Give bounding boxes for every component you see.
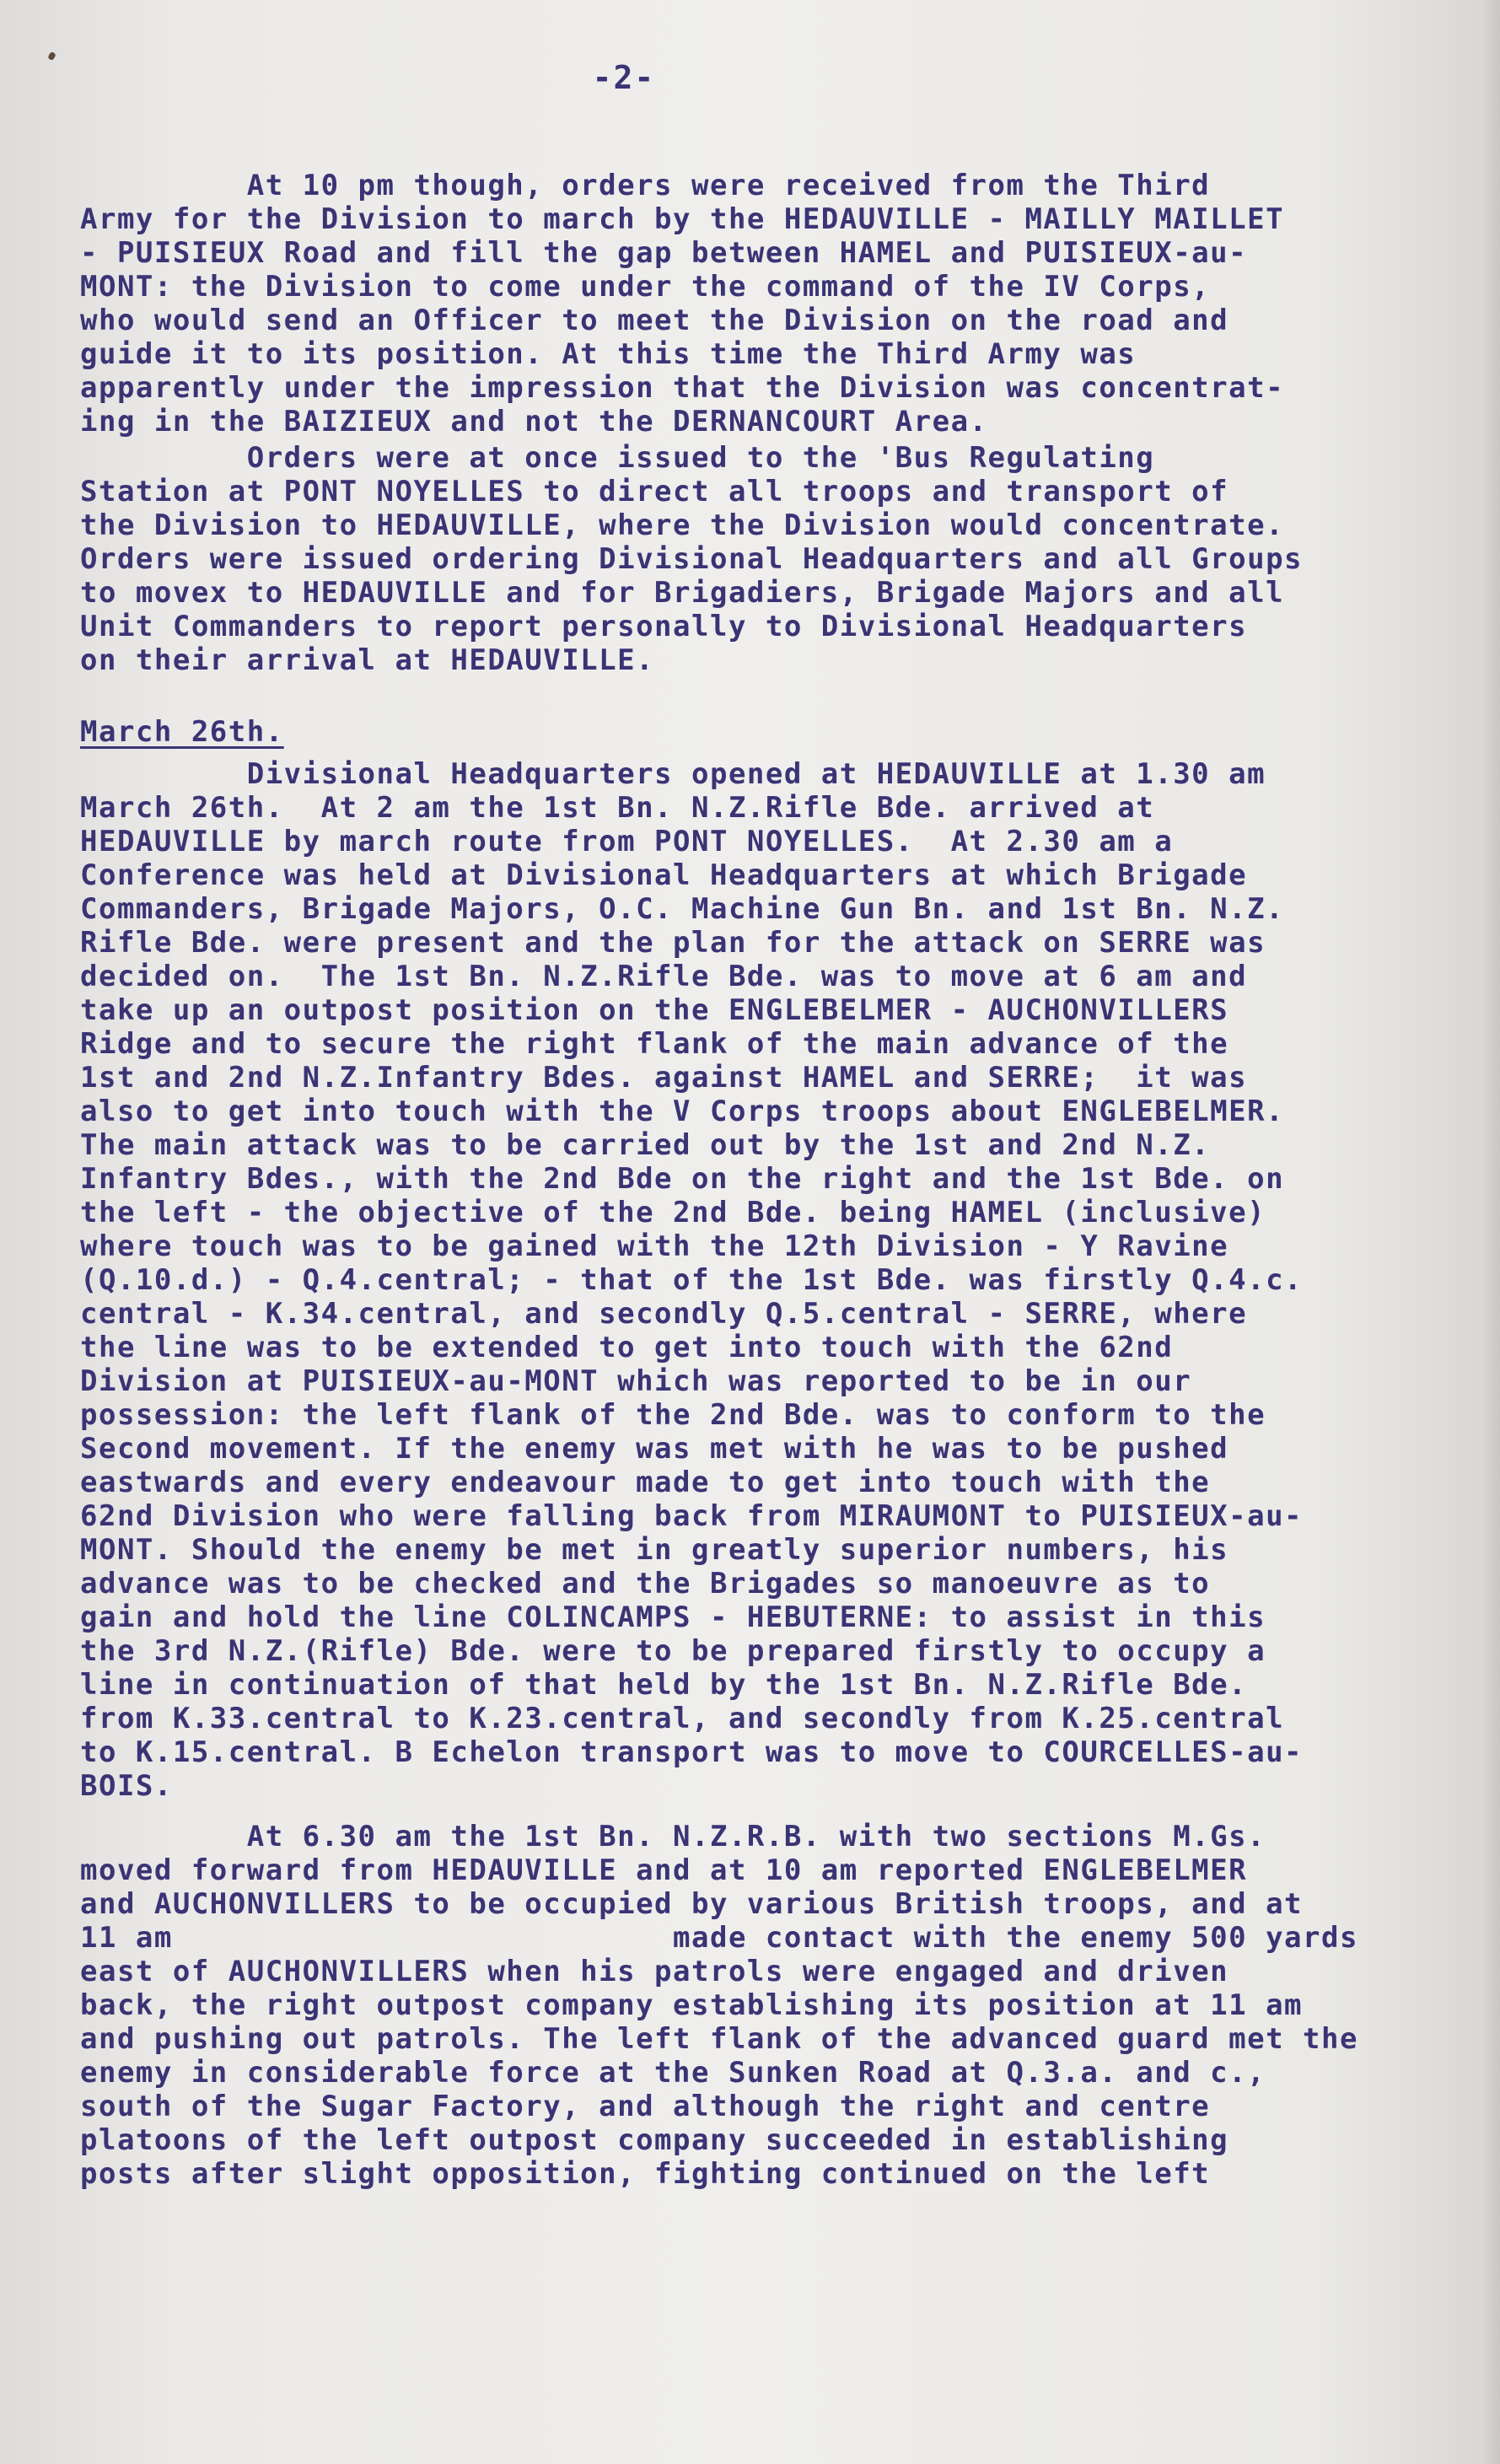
text-line: enemy in considerable force at the Sunken Road at Q.3.a. and c., <box>80 2056 1266 2090</box>
text-line: the Division to HEDAUVILLE, where the Division would concentrate. <box>80 508 1285 542</box>
text-line: to K.15.central. B Echelon transport was to move to COURCELLES-au- <box>80 1735 1304 1769</box>
text-line: and AUCHONVILLERS to be occupied by various British troops, and at <box>80 1887 1304 1921</box>
text-line: central - K.34.central, and secondly Q.5.central - SERRE, where <box>80 1297 1248 1331</box>
text-line: take up an outpost position on the ENGLEBELMER - AUCHONVILLERS <box>80 993 1229 1027</box>
text-line: At 10 pm though, orders were received from the Third <box>80 169 1211 202</box>
text-line: platoons of the left outpost company succeeded in establishing <box>80 2123 1229 2157</box>
text-line: also to get into touch with the V Corps troops about ENGLEBELMER. <box>80 1095 1285 1128</box>
text-line: 62nd Division who were falling back from MIRAUMONT to PUISIEUX-au- <box>80 1499 1304 1533</box>
text-line: Infantry Bdes., with the 2nd Bde on the right and the 1st Bde. on <box>80 1162 1285 1196</box>
text-line: south of the Sugar Factory, and although the right and centre <box>80 2090 1211 2123</box>
text-line: back, the right outpost company establishing its position at 11 am <box>80 1988 1304 2022</box>
text-line: Divisional Headquarters opened at HEDAUVILLE at 1.30 am <box>80 757 1266 791</box>
text-line: ing in the BAIZIEUX and not the DERNANCOURT Area. <box>80 405 988 438</box>
text-line: moved forward from HEDAUVILLE and at 10 am reported ENGLEBELMER <box>80 1853 1248 1887</box>
text-line: Rifle Bde. were present and the plan for the attack on SERRE was <box>80 926 1266 960</box>
text-line: on their arrival at HEDAUVILLE. <box>80 643 655 677</box>
text-line: from K.33.central to K.23.central, and secondly from K.25.central <box>80 1702 1285 1735</box>
text-line: where touch was to be gained with the 12th Division - Y Ravine <box>80 1229 1229 1263</box>
text-line: apparently under the impression that the Division was concentrat- <box>80 371 1285 405</box>
text-line: 11 am made contact with the enemy 500 yards <box>80 1921 1358 1955</box>
text-line: gain and hold the line COLINCAMPS - HEBUTERNE: to assist in this <box>80 1601 1266 1634</box>
text-line: guide it to its position. At this time the Third Army was <box>80 337 1137 371</box>
text-line: possession: the left flank of the 2nd Bde. was to conform to the <box>80 1398 1266 1432</box>
text-line: Orders were issued ordering Divisional Headquarters and all Groups <box>80 542 1304 576</box>
text-line: Second movement. If the enemy was met with he was to be pushed <box>80 1432 1229 1466</box>
text-line: The main attack was to be carried out by the 1st and 2nd N.Z. <box>80 1128 1211 1162</box>
text-line: MONT. Should the enemy be met in greatly superior numbers, his <box>80 1533 1229 1567</box>
text-line: March 26th. At 2 am the 1st Bn. N.Z.Rifle Bde. arrived at <box>80 791 1155 825</box>
text-line: the 3rd N.Z.(Rifle) Bde. were to be prepared firstly to occupy a <box>80 1634 1266 1668</box>
text-line: advance was to be checked and the Brigades so manoeuvre as to <box>80 1567 1211 1601</box>
paper-speck <box>47 51 56 61</box>
text-line: Commanders, Brigade Majors, O.C. Machine Gun Bn. and 1st Bn. N.Z. <box>80 892 1285 926</box>
text-line: to movex to HEDAUVILLE and for Brigadiers, Brigade Majors and all <box>80 576 1285 610</box>
text-line: Army for the Division to march by the HEDAUVILLE - MAILLY MAILLET <box>80 202 1285 236</box>
text-line: the left - the objective of the 2nd Bde. being HAMEL (inclusive) <box>80 1196 1266 1229</box>
text-line: the line was to be extended to get into touch with the 62nd <box>80 1331 1174 1364</box>
text-line: and pushing out patrols. The left flank of the advanced guard met the <box>80 2022 1358 2056</box>
text-line: BOIS. <box>80 1769 173 1803</box>
text-line: MONT: the Division to come under the command of the IV Corps, <box>80 270 1211 304</box>
text-line: eastwards and every endeavour made to get into touch with the <box>80 1466 1211 1499</box>
text-line: At 6.30 am the 1st Bn. N.Z.R.B. with two sections M.Gs. <box>80 1820 1266 1853</box>
text-line: 1st and 2nd N.Z.Infantry Bdes. against HAMEL and SERRE; it was <box>80 1061 1248 1095</box>
text-line: HEDAUVILLE by march route from PONT NOYELLES. At 2.30 am a <box>80 825 1174 858</box>
text-line: Conference was held at Divisional Headquarters at which Brigade <box>80 858 1248 892</box>
text-line: - PUISIEUX Road and fill the gap between HAMEL and PUISIEUX-au- <box>80 236 1248 270</box>
page-number: -2- <box>592 59 656 96</box>
text-line: (Q.10.d.) - Q.4.central; - that of the 1st Bde. was firstly Q.4.c. <box>80 1263 1304 1297</box>
text-line: Division at PUISIEUX-au-MONT which was reported to be in our <box>80 1364 1192 1398</box>
text-line: east of AUCHONVILLERS when his patrols were engaged and driven <box>80 1955 1229 1988</box>
text-line: Station at PONT NOYELLES to direct all troops and transport of <box>80 475 1229 508</box>
text-line: decided on. The 1st Bn. N.Z.Rifle Bde. was to move at 6 am and <box>80 960 1248 993</box>
text-line: line in continuation of that held by the 1st Bn. N.Z.Rifle Bde. <box>80 1668 1248 1702</box>
text-line: Ridge and to secure the right flank of the main advance of the <box>80 1027 1229 1061</box>
text-line: Unit Commanders to report personally to Divisional Headquarters <box>80 610 1248 643</box>
section-heading-date: March 26th. <box>80 715 284 749</box>
text-line: who would send an Officer to meet the Division on the road and <box>80 304 1229 337</box>
text-line: Orders were at once issued to the 'Bus Regulating <box>80 441 1155 475</box>
text-line: posts after slight opposition, fighting continued on the left <box>80 2157 1211 2191</box>
